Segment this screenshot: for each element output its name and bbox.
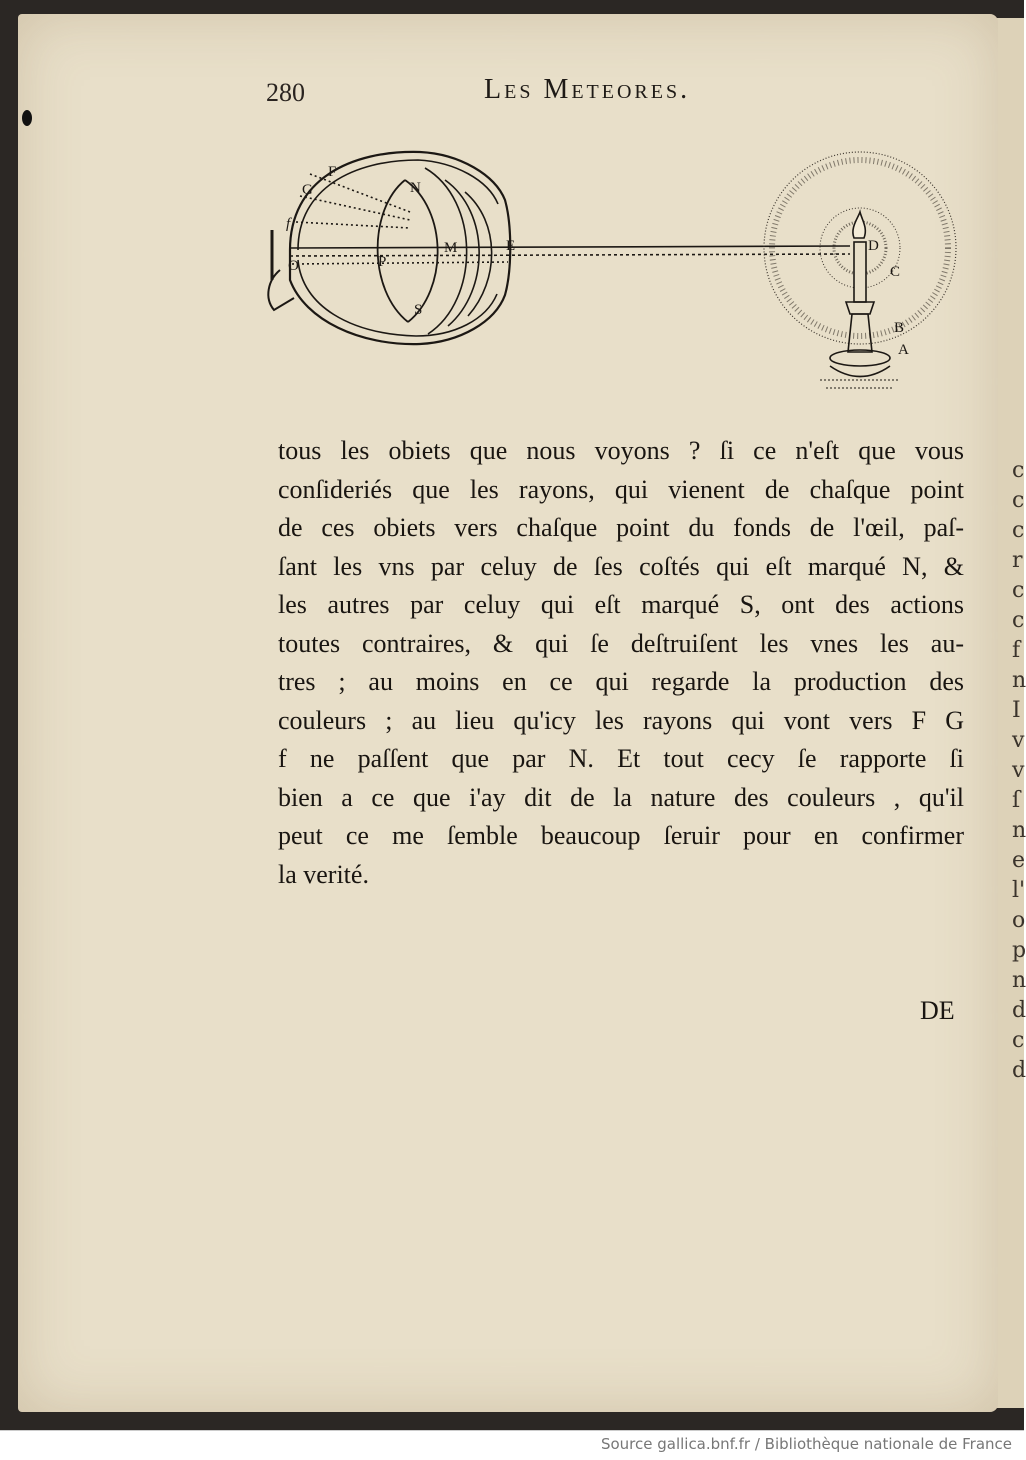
edge-letter: c [1012, 488, 1025, 513]
running-head: Les Meteores. [484, 74, 691, 105]
edge-letter: c [1012, 578, 1025, 603]
eye-and-candle-figure [250, 130, 960, 415]
label-b: B [894, 320, 905, 336]
edge-letter: c [1012, 518, 1025, 543]
text-line: couleurs ; au lieu qu'icy les rayons qui vont vers F G [278, 705, 964, 735]
edge-letter: e [1012, 848, 1026, 873]
margin-ink-mark [22, 110, 32, 126]
edge-letter: n [1012, 968, 1026, 993]
body-text [278, 432, 964, 894]
text-line: f ne paſſent que par N. Et tout cecy ſe rapporte ſi [278, 744, 964, 773]
label-e: E [506, 238, 516, 254]
edge-letter: f [1012, 638, 1021, 663]
edge-letter: v [1012, 758, 1025, 783]
edge-letter: o [1012, 908, 1026, 933]
text-line: la verité. [278, 859, 369, 889]
label-s: S [414, 302, 423, 318]
text-line: les autres par celuy qui eſt marqué S, ont des actions [278, 590, 964, 619]
edge-letter: d [1012, 1058, 1026, 1083]
edge-letter: d [1012, 998, 1026, 1023]
label-p: P [378, 254, 387, 270]
text-line: tres ; au moins en ce qui regarde la production des [278, 667, 964, 696]
text-line: toutes contraires, & qui ſe deſtruiſent les vnes les au- [278, 628, 964, 658]
catchword: DE [920, 996, 955, 1025]
edge-letter: p [1012, 938, 1026, 963]
edge-letter: l' [1012, 878, 1026, 903]
label-c: C [890, 264, 901, 280]
text-line: conſideriés que les rayons, qui vienent de chaſque point [278, 474, 964, 504]
edge-letter: I [1012, 698, 1021, 723]
page-number: 280 [266, 78, 305, 107]
edge-letter: v [1012, 728, 1025, 753]
edge-letter: c [1012, 608, 1025, 633]
text-line: bien a ce que i'ay dit de la nature des couleurs , qu'il [278, 782, 964, 812]
text-line: tous les obiets que nous voyons ? ſi ce n'eſt que vous [278, 436, 964, 465]
text-line: peut ce me ſemble beaucoup ſeruir pour en confirmer [278, 821, 964, 850]
label-m: M [444, 240, 458, 256]
edge-letter: c [1012, 1028, 1025, 1053]
source-credit: Source gallica.bnf.fr / Bibliothèque nationale de France [600, 1435, 1012, 1453]
edge-letter: c [1012, 458, 1025, 483]
edge-letter: n [1012, 668, 1026, 693]
text-line: de ces obiets vers chaſque point du fonds de l'œil, paſ- [278, 513, 964, 542]
edge-letter: r [1012, 548, 1023, 573]
label-d: D [868, 238, 879, 254]
label-f-upper: F [328, 164, 337, 180]
footer-bar [0, 1430, 1024, 1460]
next-page-edge [996, 18, 1024, 1408]
label-g: G [302, 182, 313, 198]
label-a: A [898, 342, 909, 358]
label-o: O [288, 258, 299, 274]
label-f-lower: f [286, 216, 291, 232]
edge-letter: n [1012, 818, 1026, 843]
optics-engraving [250, 130, 960, 415]
edge-letter: ſ [1012, 788, 1021, 813]
text-line: ſant les vns par celuy de ſes coſtés qui eſt marqué N, & [278, 551, 964, 581]
label-n: N [410, 180, 421, 196]
